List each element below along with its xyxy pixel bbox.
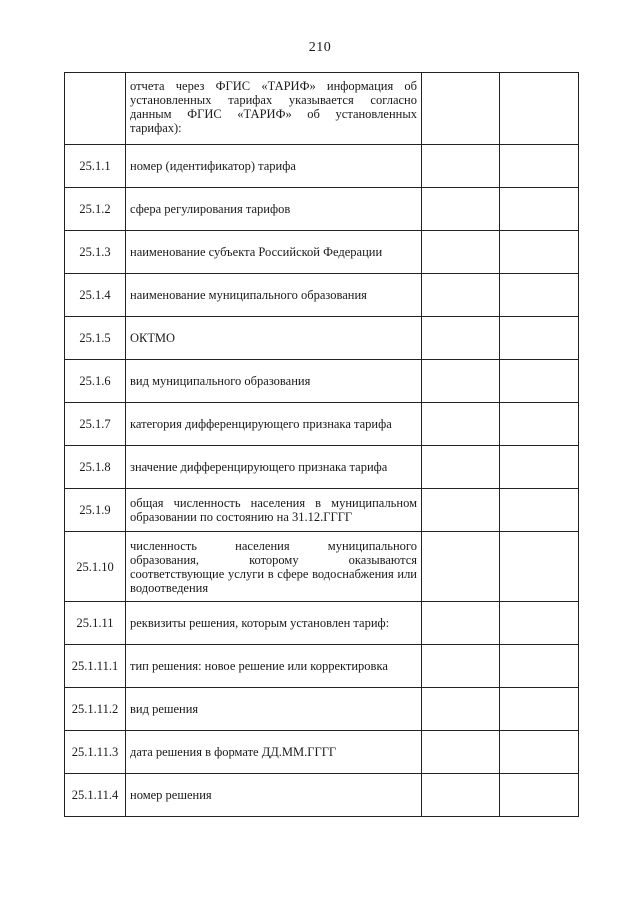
- table-row: [65, 360, 579, 403]
- table-row: [65, 231, 579, 274]
- row-number: 25.1.2: [65, 188, 126, 231]
- row-number: 25.1.9: [65, 489, 126, 532]
- row-description: отчета через ФГИС «ТАРИФ» информация об установленных тарифах указывается согласно данным ФГИС «ТАРИФ» об установленных тарифах):: [126, 73, 422, 145]
- empty-cell: [422, 532, 500, 602]
- table-row: [65, 774, 579, 817]
- empty-cell: [500, 688, 579, 731]
- table-row: [65, 602, 579, 645]
- table-row: [65, 145, 579, 188]
- row-number: 25.1.5: [65, 317, 126, 360]
- row-description: сфера регулирования тарифов: [126, 188, 422, 231]
- empty-cell: [500, 145, 579, 188]
- empty-cell: [422, 73, 500, 145]
- row-number: 25.1.7: [65, 403, 126, 446]
- row-number: [65, 73, 126, 145]
- table-row: [65, 688, 579, 731]
- empty-cell: [500, 360, 579, 403]
- empty-cell: [422, 602, 500, 645]
- empty-cell: [422, 360, 500, 403]
- row-description: номер (идентификатор) тарифа: [126, 145, 422, 188]
- row-description: общая численность населения в муниципальном образовании по состоянию на 31.12.ГГГГ: [126, 489, 422, 532]
- empty-cell: [500, 774, 579, 817]
- row-number: 25.1.11.2: [65, 688, 126, 731]
- empty-cell: [500, 532, 579, 602]
- table-row: [65, 645, 579, 688]
- table-row: [65, 532, 579, 602]
- empty-cell: [500, 188, 579, 231]
- empty-cell: [422, 688, 500, 731]
- table-row: [65, 446, 579, 489]
- requirements-table: [64, 72, 579, 817]
- row-description: номер решения: [126, 774, 422, 817]
- table-row: [65, 274, 579, 317]
- row-number: 25.1.11: [65, 602, 126, 645]
- row-number: 25.1.11.4: [65, 774, 126, 817]
- table-row: [65, 731, 579, 774]
- empty-cell: [500, 602, 579, 645]
- table-row: [65, 403, 579, 446]
- empty-cell: [500, 317, 579, 360]
- page-number: 210: [308, 40, 332, 55]
- row-description: ОКТМО: [126, 317, 422, 360]
- row-description: наименование муниципального образования: [126, 274, 422, 317]
- row-description: численность населения муниципального образования, которому оказываются соответствующие услуги в сфере водоснабжения или водоотведения: [126, 532, 422, 602]
- row-number: 25.1.10: [65, 532, 126, 602]
- empty-cell: [422, 645, 500, 688]
- empty-cell: [500, 274, 579, 317]
- table-row: [65, 489, 579, 532]
- row-description: категория дифференцирующего признака тарифа: [126, 403, 422, 446]
- empty-cell: [422, 403, 500, 446]
- empty-cell: [422, 317, 500, 360]
- row-description: вид решения: [126, 688, 422, 731]
- empty-cell: [422, 731, 500, 774]
- empty-cell: [422, 489, 500, 532]
- row-description: значение дифференцирующего признака тарифа: [126, 446, 422, 489]
- empty-cell: [500, 403, 579, 446]
- row-number: 25.1.6: [65, 360, 126, 403]
- empty-cell: [422, 274, 500, 317]
- row-number: 25.1.11.1: [65, 645, 126, 688]
- row-number: 25.1.11.3: [65, 731, 126, 774]
- table-row: [65, 317, 579, 360]
- row-description: тип решения: новое решение или корректировка: [126, 645, 422, 688]
- empty-cell: [422, 446, 500, 489]
- row-description: дата решения в формате ДД.ММ.ГГГГ: [126, 731, 422, 774]
- empty-cell: [500, 231, 579, 274]
- empty-cell: [500, 446, 579, 489]
- table-row: [65, 188, 579, 231]
- empty-cell: [500, 645, 579, 688]
- empty-cell: [500, 731, 579, 774]
- row-description: вид муниципального образования: [126, 360, 422, 403]
- row-description: реквизиты решения, которым установлен тариф:: [126, 602, 422, 645]
- row-description: наименование субъекта Российской Федерации: [126, 231, 422, 274]
- empty-cell: [500, 489, 579, 532]
- empty-cell: [422, 231, 500, 274]
- table-row: [65, 73, 579, 145]
- empty-cell: [500, 73, 579, 145]
- empty-cell: [422, 774, 500, 817]
- row-number: 25.1.1: [65, 145, 126, 188]
- row-number: 25.1.4: [65, 274, 126, 317]
- empty-cell: [422, 188, 500, 231]
- empty-cell: [422, 145, 500, 188]
- row-number: 25.1.8: [65, 446, 126, 489]
- row-number: 25.1.3: [65, 231, 126, 274]
